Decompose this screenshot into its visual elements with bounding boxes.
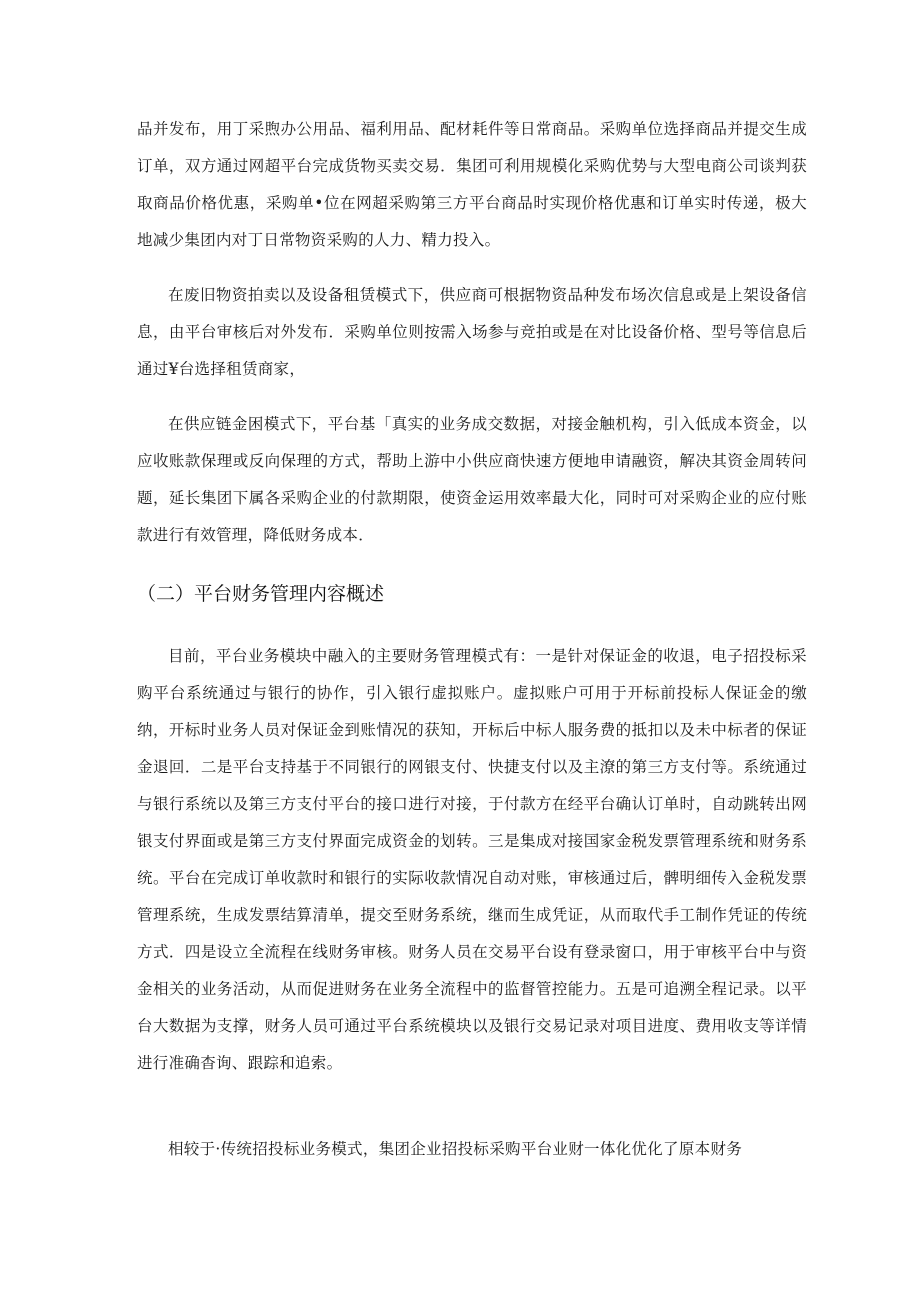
paragraph-financial-modes: 目前，平台业务模块中融入的主要财务管理模式有：一是针对保证金的收退，电子招投标采购平台系统通过与银行的协作，引入银行虚拟账户。虚拟账户可用于开标前投标人保证金的缴纳，开标时业务人员对保证金到账情况的获知，开标后中标人服务费的抵扣以及未中标者的保证金退回．二是平台支持基于不同银行的网银支付、快捷支付以及主潦的第三方支付等。系统通过与银行系统以及第三方支付平台的接口进行对接，于付款方在经平台确认订单时，自动跳转出网银支付界面或是第三方支付界面完成资金的划转。三是集成对接国家金税发票管理系统和财务系统。平台在完成订单收款时和银行的实际收款情况自动对账，审核通过后，髀明细传入金税发票管理系统，生成发票结算清单，提交至财务系统，继而生成凭证，从而取代手工制作凭证的传统方式．四是设立全流程在线财务审核。财务人员在交易平台设有登录窗口，用于审核平台中与资金相关的业务活动，从而促进财务在业务全流程中的监督管控能力。五是可追溯全程记录。以平台大数据为支撑，财务人员可通过平台系统模块以及银行交易记录对项目进度、费用收支等详情进行准确杳询、跟踪和追索。	[137, 647, 807, 1072]
paragraph-comparison: 相较于·传统招投标业务模式，集团企业招投标采购平台业财一体化优化了原本财务	[168, 1140, 743, 1158]
section-heading: （二）平台财务管理内容概述	[137, 583, 385, 605]
paragraph-auction-leasing: 在废旧物资拍卖以及设备租赁模式下，供应商可根据物资品种发布场次信息或是上架设备信息，由平台审核后对外发布．采购单位则按需入场参与竞拍或是在对比设备价格、型号等信息后通过¥台选择租赁商家，	[137, 286, 807, 378]
paragraph-online-mall: 品并发布，用丁采煦办公用品、福利用品、配材耗件等日常商品。采购单位选择商品并提交生成订单，双方通过网超平台完成货物买卖交易．集团可利用规模化采购优势与大型电商公司谈判获取商品价格优惠，采购单•位在网超采购第三方平台商品时实现价格优惠和订单实时传递，极大地减少集团内对丁日常物资采购的人力、精力投入。	[137, 120, 807, 249]
paragraph-supply-chain-finance: 在供应链金困模式下，平台基「真实的业务成交数据，对接金触机构，引入低成本资金，以应收账款保理或反向保理的方式，帮助上游中小供应商快速方便地申请融资，解决其资金周转问题，延长集团下属各采购企业的付款期限，使资金运用效率最大化，同时可对采购企业的应付账款进行有效管理，降低财务成本．	[137, 415, 807, 544]
